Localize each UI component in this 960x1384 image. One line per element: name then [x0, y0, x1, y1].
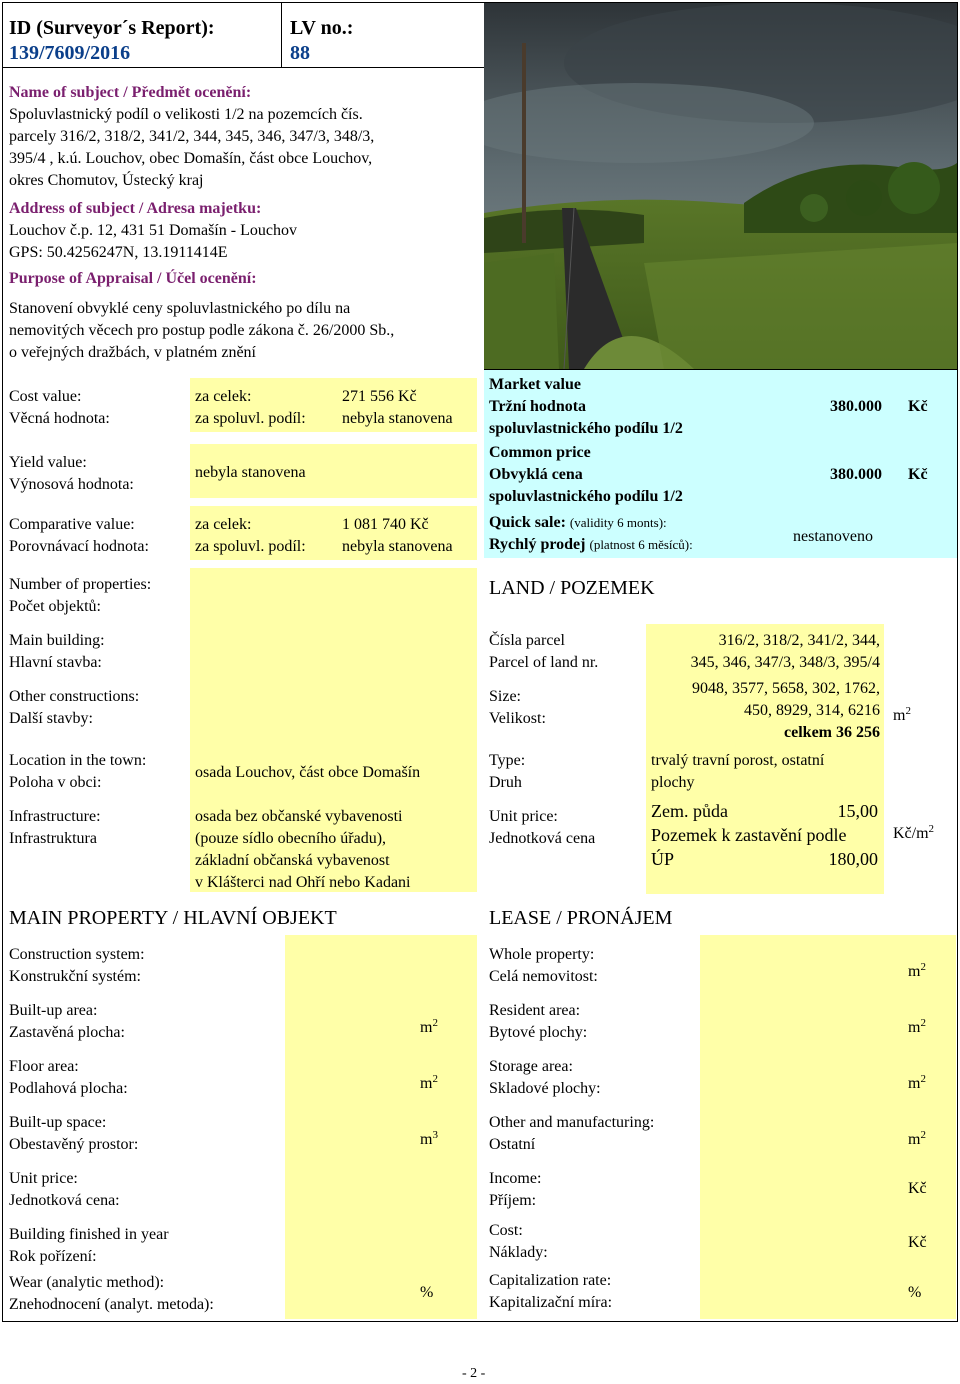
subject-line: 395/4 , k.ú. Louchov, obec Domašín, část obce Louchov,: [9, 150, 373, 167]
main-building-label: Main building:: [9, 632, 105, 649]
quick-sale-validity-cz: (platnost 6 měsíců):: [589, 537, 693, 552]
mp-label: Floor area:: [9, 1058, 79, 1075]
lv-value: 88: [290, 42, 310, 64]
mp-label: Unit price:: [9, 1170, 78, 1187]
page-number: - 2 -: [462, 1366, 486, 1381]
location-label: Location in the town:: [9, 752, 147, 769]
mp-unit: [420, 1012, 438, 1039]
lv-label: LV no.:: [290, 17, 354, 39]
subject-line: Spoluvlastnický podíl o velikosti 1/2 na pozemcích čís.: [9, 106, 363, 123]
mp-label: Construction system:: [9, 946, 145, 963]
infrastructure-label-cz: Infrastruktura: [9, 830, 97, 847]
unit-price-unit-text: Kč/m: [893, 825, 929, 842]
lease-unit-text: m: [908, 1131, 921, 1148]
size-value: 9048, 3577, 5658, 302, 1762,: [692, 680, 880, 697]
lease-title: LEASE / PRONÁJEM: [489, 907, 673, 929]
mp-unit-sup: 3: [432, 1129, 438, 1141]
quick-sale-validity: (validity 6 monts):: [569, 515, 667, 530]
quick-sale-label: [489, 512, 667, 534]
lease-unit: [908, 1124, 926, 1151]
infrastructure-value: v Klášterci nad Ohří nebo Kadani: [195, 874, 411, 891]
market-label-cz: Tržní hodnota: [489, 398, 587, 415]
unit-price-unit: [893, 818, 934, 845]
purpose-line: Stanovení obvyklé ceny spoluvlastnického po dílu na: [9, 300, 351, 317]
mp-unit-text: m: [420, 1131, 433, 1148]
subject-line: parcely 316/2, 318/2, 341/2, 344, 345, 346, 347/3, 348/3,: [9, 128, 375, 145]
location-value: osada Louchov, část obce Domašín: [195, 764, 421, 781]
address-label: Address of subject / Adresa majetku:: [9, 200, 262, 217]
mp-label: Built-up space:: [9, 1114, 107, 1131]
infrastructure-value: osada bez občanské vybavenosti: [195, 808, 403, 825]
lease-unit: Kč: [908, 1234, 927, 1251]
location-label-cz: Poloha v obci:: [9, 774, 102, 791]
common-currency: Kč: [908, 466, 928, 483]
lease-unit: [908, 1068, 926, 1095]
comparative-label: Comparative value:: [9, 516, 135, 533]
parcel-label: Čísla parcel: [489, 632, 565, 649]
mp-label-cz: Jednotková cena:: [9, 1192, 120, 1209]
cost-row-label: za spoluvl. podíl:: [195, 410, 306, 427]
comparative-row-label: za celek:: [195, 516, 252, 533]
properties-count-label-cz: Počet objektů:: [9, 598, 101, 615]
lease-label-cz: Příjem:: [489, 1192, 537, 1209]
comparative-row-label: za spoluvl. podíl:: [195, 538, 306, 555]
cost-row-value: nebyla stanovena: [342, 410, 453, 427]
lease-label: Resident area:: [489, 1002, 581, 1019]
lease-unit: [908, 1012, 926, 1039]
mp-label-cz: Rok pořízení:: [9, 1248, 97, 1265]
gps-line: GPS: 50.4256247N, 13.1911414E: [9, 244, 228, 261]
lease-label: Cost:: [489, 1222, 523, 1239]
property-photo: [484, 3, 957, 370]
size-label-cz: Velikost:: [489, 710, 546, 727]
lease-label-cz: Náklady:: [489, 1244, 548, 1261]
size-unit-text: m: [893, 707, 906, 724]
parcel-value: 345, 346, 347/3, 348/3, 395/4: [690, 654, 880, 671]
mp-unit: %: [420, 1284, 434, 1301]
lease-unit-text: m: [908, 963, 921, 980]
unit-price-label: Unit price:: [489, 808, 558, 825]
lease-unit: %: [908, 1284, 922, 1301]
lease-label: Other and manufacturing:: [489, 1114, 655, 1131]
size-label: Size:: [489, 688, 521, 705]
id-value: 139/7609/2016: [9, 42, 131, 64]
main-property-value-box: [285, 935, 477, 1319]
type-value: plochy: [651, 774, 695, 791]
lease-label-cz: Bytové plochy:: [489, 1024, 588, 1041]
address-line: Louchov č.p. 12, 431 51 Domašín - Louchov: [9, 222, 297, 239]
mp-label-cz: Zastavěná plocha:: [9, 1024, 125, 1041]
lease-label-cz: Ostatní: [489, 1136, 536, 1153]
lease-label-cz: Kapitalizační míra:: [489, 1294, 613, 1311]
size-unit: [893, 700, 911, 727]
common-value: 380.000: [830, 466, 882, 483]
mp-unit-sup: 2: [432, 1073, 438, 1085]
cost-row-value: 271 556 Kč: [342, 388, 417, 405]
purpose-line: o veřejných dražbách, v platném znění: [9, 344, 256, 361]
lease-unit-sup: 2: [920, 1017, 926, 1029]
mp-unit-text: m: [420, 1019, 433, 1036]
unit-price-row-label: ÚP: [651, 849, 675, 869]
yield-label: Yield value:: [9, 454, 87, 471]
quick-sale-label-en: Quick sale:: [489, 514, 566, 531]
mp-label: Building finished in year: [9, 1226, 169, 1243]
lease-label: Capitalization rate:: [489, 1272, 612, 1289]
subject-name-label: Name of subject / Předmět ocenění:: [9, 84, 252, 101]
market-currency: Kč: [908, 398, 928, 415]
mp-label: Wear (analytic method):: [9, 1274, 165, 1291]
comparative-row-value: 1 081 740 Kč: [342, 516, 429, 533]
main-building-label-cz: Hlavní stavba:: [9, 654, 102, 671]
mp-label-cz: Obestavěný prostor:: [9, 1136, 139, 1153]
lease-label: Income:: [489, 1170, 542, 1187]
type-label-cz: Druh: [489, 774, 522, 791]
landscape-photo-icon: [484, 3, 957, 369]
mp-label-cz: Znehodnocení (analyt. metoda):: [9, 1296, 214, 1313]
cost-label: Cost value:: [9, 388, 82, 405]
quick-sale-label-cz: [489, 534, 693, 556]
lease-label-cz: Celá nemovitost:: [489, 968, 598, 985]
mp-label-cz: Podlahová plocha:: [9, 1080, 128, 1097]
market-label-share: spoluvlastnického podílu 1/2: [489, 420, 683, 437]
lease-unit-text: m: [908, 1019, 921, 1036]
unit-price-unit-sup: 2: [928, 823, 935, 835]
purpose-label: Purpose of Appraisal / Účel ocenění:: [9, 270, 257, 287]
comparative-label-cz: Porovnávací hodnota:: [9, 538, 149, 555]
land-title: LAND / POZEMEK: [489, 577, 655, 599]
parcel-value: 316/2, 318/2, 341/2, 344,: [718, 632, 880, 649]
lease-unit-sup: 2: [920, 1073, 926, 1085]
infrastructure-value: základní občanská vybavenost: [195, 852, 390, 869]
common-label-cz: Obvyklá cena: [489, 466, 583, 483]
lease-unit-sup: 2: [920, 961, 926, 973]
quick-sale-value: nestanoveno: [793, 528, 873, 545]
type-value: trvalý travní porost, ostatní: [651, 752, 825, 769]
mp-label: Built-up area:: [9, 1002, 98, 1019]
unit-price-row-value: 180,00: [828, 849, 878, 869]
lease-label: Whole property:: [489, 946, 595, 963]
lease-label: Storage area:: [489, 1058, 573, 1075]
other-constructions-label: Other constructions:: [9, 688, 140, 705]
size-value: 450, 8929, 314, 6216: [744, 702, 880, 719]
unit-price-row-label: Pozemek k zastavění podle: [651, 825, 847, 845]
subject-name-text: [9, 104, 477, 192]
lease-label-cz: Skladové plochy:: [489, 1080, 601, 1097]
infrastructure-label: Infrastructure:: [9, 808, 101, 825]
purpose-line: nemovitých věcech pro postup podle zákona č. 26/2000 Sb.,: [9, 322, 395, 339]
lease-unit: Kč: [908, 1180, 927, 1197]
properties-count-label: Number of properties:: [9, 576, 152, 593]
id-label: ID (Surveyor´s Report):: [9, 17, 215, 39]
market-value: 380.000: [830, 398, 882, 415]
mp-unit: [420, 1124, 438, 1151]
mp-label-cz: Konstrukční systém:: [9, 968, 141, 985]
type-label: Type:: [489, 752, 526, 769]
cost-row-label: za celek:: [195, 388, 252, 405]
infrastructure-value: (pouze sídlo obecního úřadu),: [195, 830, 387, 847]
subject-line: okres Chomutov, Ústecký kraj: [9, 172, 204, 189]
mp-unit-sup: 2: [432, 1017, 438, 1029]
lease-unit-sup: 2: [920, 1129, 926, 1141]
unit-price-row-value: 15,00: [837, 801, 878, 821]
yield-value: nebyla stanovena: [195, 464, 306, 481]
unit-price-row-label: Zem. půda: [651, 801, 728, 821]
size-total: celkem 36 256: [784, 724, 880, 741]
parcel-label-en: Parcel of land nr.: [489, 654, 599, 671]
common-label-share: spoluvlastnického podílu 1/2: [489, 488, 683, 505]
mp-unit-text: m: [420, 1075, 433, 1092]
cost-label-cz: Věcná hodnota:: [9, 410, 110, 427]
size-unit-sup: 2: [905, 705, 911, 717]
comparative-row-value: nebyla stanovena: [342, 538, 453, 555]
lease-unit: [908, 956, 926, 983]
unit-price-label-cz: Jednotková cena: [489, 830, 596, 847]
market-label: Market value: [489, 376, 581, 393]
quick-sale-label-cz-main: Rychlý prodej: [489, 536, 586, 553]
other-constructions-label-cz: Další stavby:: [9, 710, 93, 727]
main-property-title: MAIN PROPERTY / HLAVNÍ OBJEKT: [9, 907, 337, 929]
common-label: Common price: [489, 444, 591, 461]
yield-label-cz: Výnosová hodnota:: [9, 476, 134, 493]
lease-unit-text: m: [908, 1075, 921, 1092]
mp-unit: [420, 1068, 438, 1095]
